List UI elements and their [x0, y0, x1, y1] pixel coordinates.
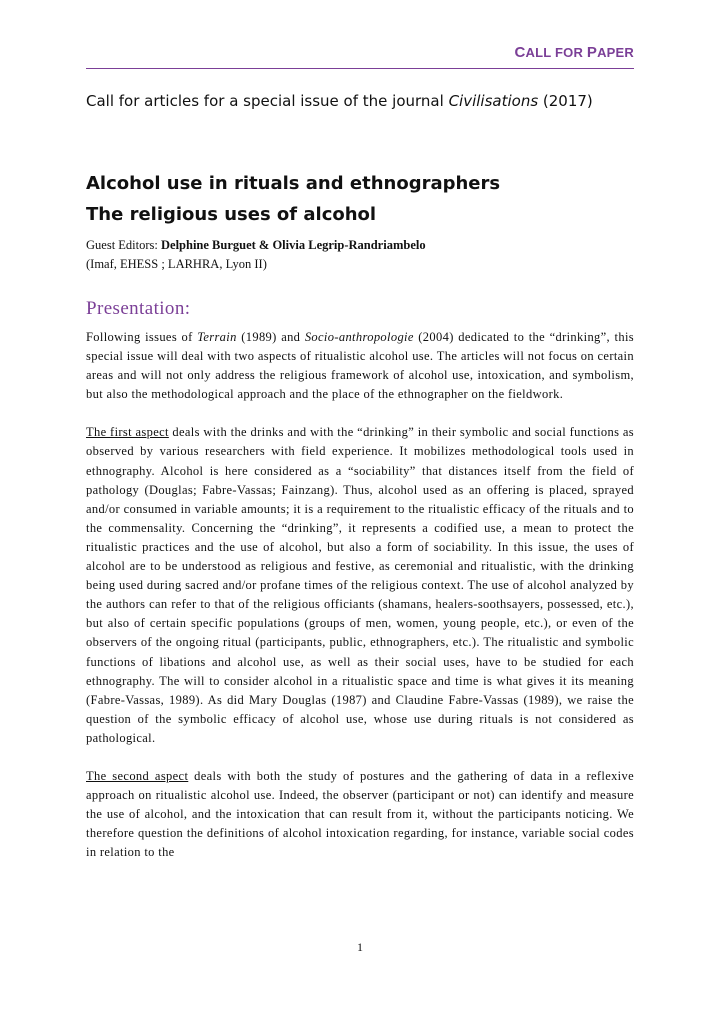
tag-text-1: ALL FOR [525, 45, 587, 60]
editors-block [86, 236, 646, 274]
page-number: 1 [357, 940, 363, 954]
editors-names: Delphine Burguet & Olivia Legrip-Randriambelo [161, 238, 426, 252]
p2-lead: The first aspect [86, 425, 169, 440]
paragraph-3 [86, 767, 634, 862]
p3-lead: The second aspect [86, 768, 189, 783]
p1-text-b: (1989) and [236, 330, 305, 344]
section-title: Presentation: [86, 298, 191, 319]
tag-initial-p: P [586, 44, 598, 61]
editors-label: Guest Editors: [86, 238, 161, 252]
p1-text-a: Following issues of [86, 330, 198, 344]
editors-line [86, 236, 646, 255]
tag-text-2: APER [597, 45, 634, 60]
paragraph-2 [86, 423, 634, 748]
editors-affiliations: (Imaf, EHESS ; LARHRA, Lyon II) [86, 257, 267, 271]
tag-initial-c: C [514, 44, 526, 61]
journal-name: Civilisations [448, 92, 539, 110]
subtitle: The religious uses of alcohol [86, 204, 377, 225]
paragraph-1 [86, 328, 634, 404]
call-for-articles-line [86, 92, 646, 110]
call-suffix: (2017) [538, 92, 593, 110]
p3-text: deals with both the study of postures and the gathering of data in a reflexive approach on ritualistic alcohol use. Indeed, the observer (participant or not) can identify and measure the use of alcohol, and the intoxication that can result from it, without the participants noticing. We therefore question the definitions of alcohol intoxication regarding, for instance, variable social codes in relation to the [86, 768, 635, 860]
call-for-paper-tag [515, 44, 635, 61]
p1-socio: Socio-anthropologie [304, 330, 414, 344]
p2-text: deals with the drinks and with the “drinking” in their symbolic and social functions as observed by various researchers with field experience. It mobilizes methodological tools used in ethnography. Alcohol is here considered as a “sociability” that distances itself from the field of pathology (Douglas; Fabre-Vassas; Fainzang). Thus, alcohol used as an offering is placed, sprayed and/or consumed in variable amounts; it is a requirement to the ritualistic efficacy of the rituals and to the commensality. Concerning the “drinking”, it represents a codified use, a mean to protect the ritualistic practices and the use of alcohol, but also a form of sociability. In this issue, the uses of alcohol are to be understood as religious and festive, as ceremonial and ritualistic, with the drinking being used during sacred and/or profane times of the religious context. The use of alcohol analyzed by the authors can refer to that of the religious officiants (shamans, healers-soothsayers, possessed, etc.), but also of certain specific populations (groups of men, women, young people, etc.), or even of the observers of the ongoing ritual (participants, public, ethnographers, etc.). The ritualistic and symbolic functions of libations and alcohol use, as well as their social uses, have to be studied for each ethnography. The will to consider alcohol in a ritualistic space and time is what gives it its meaning (Fabre-Vassas, 1989). As did Mary Douglas (1987) and Claudine Fabre-Vassas (1989), we raise the question of the symbolic efficacy of alcohol use, whose use during rituals is not considered as pathological. [86, 425, 634, 745]
main-title: Alcohol use in rituals and ethnographers [86, 173, 501, 194]
p1-terrain: Terrain [197, 330, 237, 344]
body-text [86, 328, 634, 881]
header-divider [86, 68, 634, 69]
call-prefix: Call for articles for a special issue of the journal [86, 92, 449, 110]
titles-block [86, 168, 646, 230]
p1-text-c: (2004) dedicated to the “drinking”, this special issue will deal with two aspects of ritualistic alcohol use. The articles will not focus on certain areas and will not only address the religious framework of alcohol use, intoxication, and symbolism, but also the methodological approach and the place of the ethnographer on the fieldwork. [86, 330, 634, 402]
